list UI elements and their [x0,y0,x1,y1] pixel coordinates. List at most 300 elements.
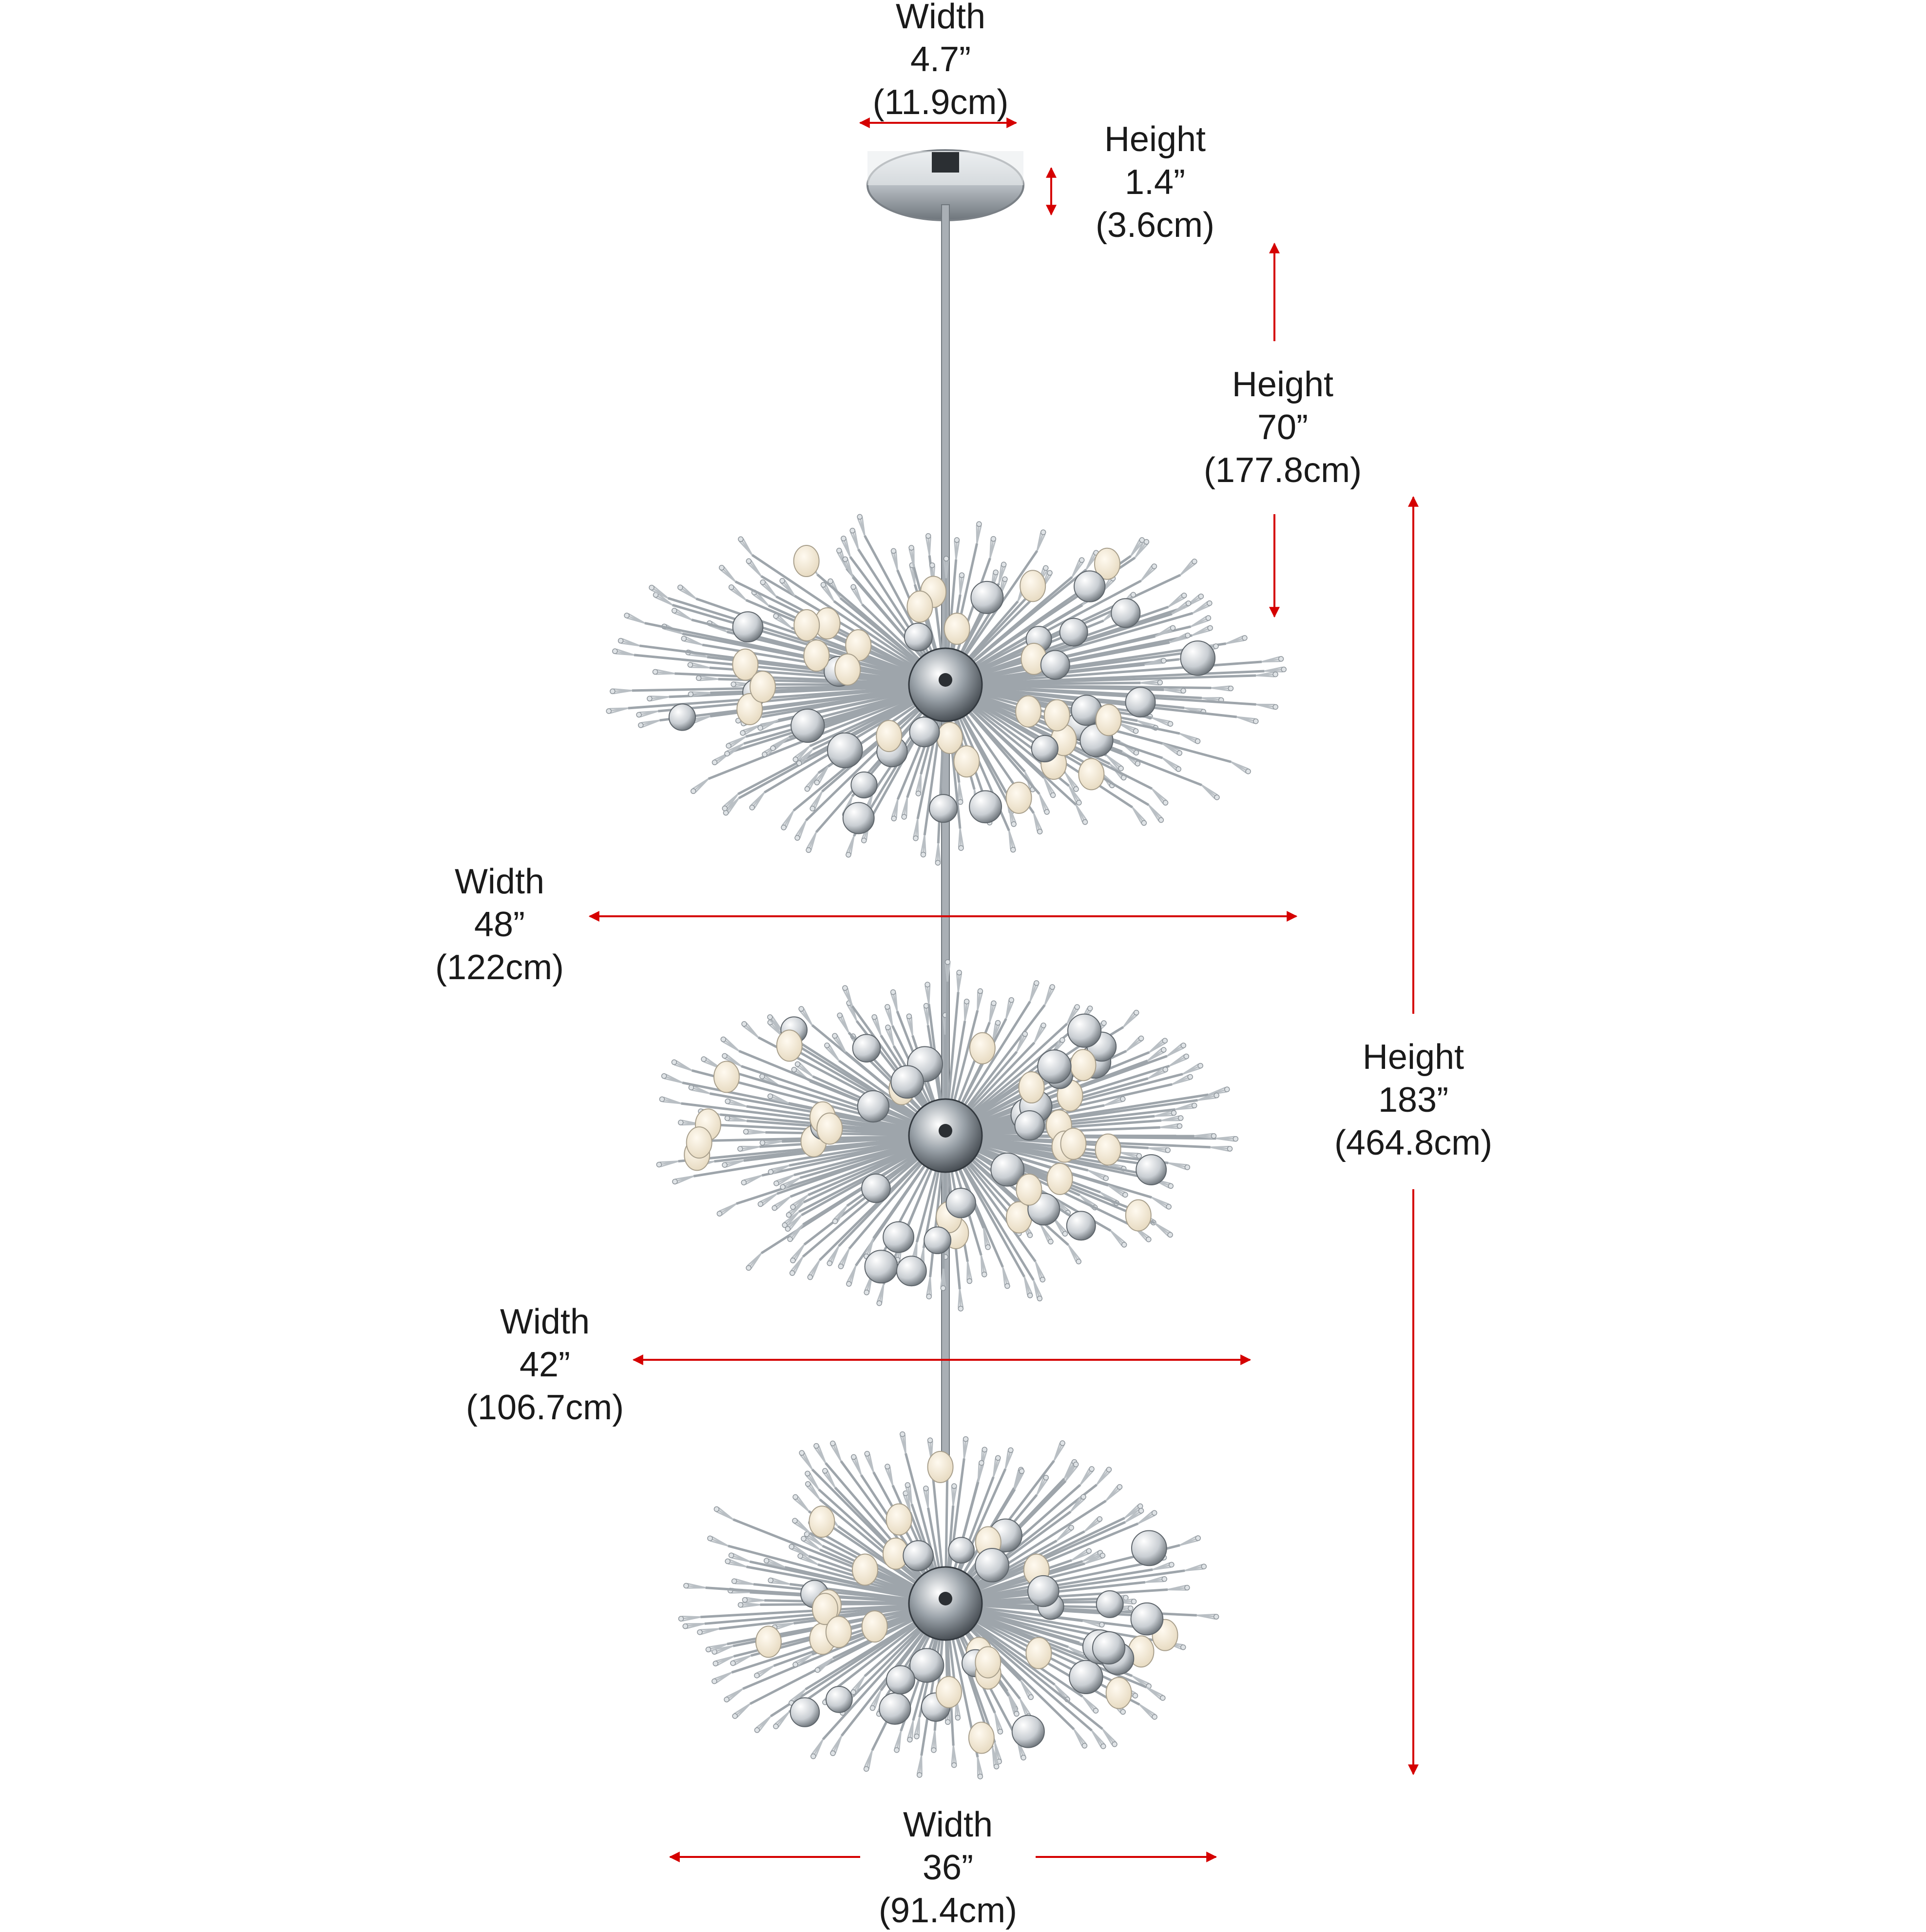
light-bulb [1006,782,1032,813]
crystal-sprig [993,1455,1000,1477]
light-bulb [1016,696,1041,727]
crystal-globe [1136,1155,1166,1185]
light-bulb [1126,1200,1151,1231]
crystal-sprig [712,1672,732,1683]
crystal-globe [1028,1576,1059,1606]
crystal-sprig [814,1444,826,1463]
crystal-sprig [913,819,918,841]
crystal-sprig [1256,704,1278,709]
crystal-sprig [926,534,931,556]
crystal-sprig [1037,530,1046,551]
crystal-sprig [1034,1023,1046,1043]
crystal-sprig [1168,1585,1190,1590]
crystal-sprig [795,820,806,840]
crystal-sprig [1168,1163,1190,1170]
tier-2-width-label [466,1300,624,1429]
crystal-sprig [722,1160,744,1167]
light-bulb [809,1506,834,1537]
crystal-globe [924,1227,951,1254]
crystal-sprig [746,1253,761,1270]
crystal-sprig [1009,831,1015,852]
crystal-sprig [885,1005,892,1026]
crystal-sprig [1040,794,1049,814]
hub-cap [939,1124,952,1138]
crystal-sprig [1231,762,1251,773]
crystal-sprig [1155,625,1175,636]
crystal-globe [790,1698,819,1726]
crystal-sprig [1106,1485,1122,1501]
crystal-sprig [719,565,735,581]
crystal-sprig [926,1277,931,1299]
crystal-sprig [708,1536,728,1546]
crystal-sprig [977,522,982,543]
crystal-sprig [732,1579,754,1584]
crystal-sprig [1037,1475,1048,1495]
crystal-globe [883,1222,914,1253]
light-bulb [1020,570,1045,601]
crystal-sprig [1045,985,1055,1005]
light-bulb [750,671,775,702]
canopy-width-title: Width [873,0,1009,38]
crystal-sprig [721,1037,739,1051]
crystal-sprig [902,797,907,819]
crystal-sprig [1005,1448,1013,1468]
crystal-sprig [1082,1697,1098,1713]
crystal-sprig [978,989,983,1011]
crystal-sprig [978,1460,984,1482]
light-bulb [928,1451,953,1483]
crystal-sprig [846,836,854,857]
crystal-sprig [773,1712,789,1729]
crystal-globe [897,1256,926,1286]
crystal-globe [891,1065,924,1098]
crystal-globe [1126,687,1156,717]
crystal-sprig [891,990,897,1011]
canopy-height-label [1096,118,1214,247]
crystal-sprig [1208,1087,1229,1095]
crystal-sprig [1264,667,1286,672]
crystal-sprig [1149,1148,1171,1153]
crystal-sprig [738,1146,760,1151]
crystal-sprig [742,1598,764,1603]
crystal-sprig [673,1176,693,1184]
crystal-sprig [1191,616,1211,627]
light-bulb [804,640,829,671]
crystal-sprig [768,1578,790,1584]
crystal-sprig [981,1255,987,1276]
crystal-sprig [900,1432,906,1453]
crystal-sprig [1034,1280,1042,1301]
tier-3-width-imperial: 36” [879,1846,1017,1889]
crystal-globe [948,1537,974,1563]
light-bulb [944,613,970,644]
crystal-sprig [1030,981,1039,1002]
total-height-label [1334,1036,1492,1164]
crystal-sprig [838,1249,849,1269]
tier-1-width-metric: (122cm) [435,946,564,989]
crystal-globe [1041,651,1070,679]
crystal-sprig [772,1197,790,1210]
crystal-globe [1132,1530,1167,1565]
crystal-globe [975,1548,1009,1582]
crystal-sprig [732,1704,750,1719]
crystal-sprig [793,1495,809,1511]
crystal-sprig [1009,1696,1019,1717]
crystal-sprig [1074,1729,1087,1748]
tier-2-width-title: Width [466,1300,624,1343]
light-bulb [835,654,860,685]
light-bulb [886,1504,912,1535]
crystal-sprig [656,1161,678,1167]
crystal-sprig [691,779,709,793]
crystal-globe [1015,1111,1044,1140]
light-bulb [817,1113,842,1144]
canopy-width-label [873,0,1009,124]
crystal-sprig [672,1060,692,1070]
crystal-sprig [1167,1043,1186,1056]
canopy-height-metric: (3.6cm) [1096,204,1214,247]
crystal-sprig [1192,625,1213,635]
crystal-sprig [1185,1564,1206,1570]
light-bulb [714,1061,739,1092]
crystal-sprig [921,835,925,857]
crystal-sprig [864,1750,872,1771]
light-bulb [852,1554,878,1585]
crystal-sprig [1169,1054,1189,1066]
crystal-sprig [790,1245,804,1263]
crystal-globe [1067,1211,1096,1240]
crystal-sprig [1145,658,1166,665]
crystal-sprig [729,585,746,600]
crystal-globe [1111,599,1140,627]
tier-3-sputnik-cluster [678,1432,1218,1779]
crystal-sprig [850,528,858,549]
crystal-sprig [1152,789,1168,805]
crystal-globe [903,1541,933,1571]
crystal-sprig [606,708,628,714]
crystal-sprig [1139,1704,1157,1719]
crystal-sprig [1202,785,1219,800]
crystal-sprig [1006,998,1014,1019]
crystal-sprig [1145,1577,1167,1583]
crystal-sprig [830,1736,842,1756]
crystal-globe [828,733,863,768]
crystal-sprig [618,638,640,646]
crystal-sprig [678,1616,700,1621]
tier-3-width-title: Width [879,1803,1017,1846]
crystal-sprig [907,1720,913,1742]
crystal-sprig [610,689,632,694]
light-bulb [794,610,819,641]
crystal-sprig [1180,559,1197,575]
stem-height-title: Height [1204,363,1362,406]
crystal-globe [791,709,824,742]
crystal-sprig [750,792,764,810]
crystal-globe [853,1034,881,1062]
crystal-sprig [995,1713,1002,1734]
crystal-globe [1093,1632,1125,1664]
crystal-globe [910,1648,944,1682]
crystal-sprig [1083,1621,1104,1627]
crystal-sprig [714,1507,733,1519]
light-bulb [687,1127,712,1158]
crystal-sprig [1155,1223,1173,1237]
crystal-sprig [877,1284,884,1306]
crystal-sprig [1034,813,1042,834]
light-bulb [1071,1049,1096,1081]
light-bulb [1060,1128,1086,1159]
crystal-sprig [1133,807,1147,825]
crystal-sprig [1126,1036,1144,1051]
crystal-sprig [952,1484,957,1506]
crystal-sprig [1076,805,1088,824]
crystal-globe [1038,1050,1071,1083]
crystal-sprig [1111,1231,1127,1247]
crystal-sprig [924,1004,929,1025]
crystal-sprig [638,720,660,728]
crystal-globe [1181,641,1215,676]
crystal-sprig [958,1289,963,1311]
crystal-sprig [1262,657,1284,662]
crystal-sprig [952,1746,957,1768]
crystal-sprig [885,1464,893,1485]
crystal-globe [905,623,932,651]
crystal-sprig [830,1441,841,1461]
crystal-globe [886,1666,915,1694]
crystal-sprig [647,696,669,701]
crystal-sprig [935,843,940,865]
crystal-sprig [894,1731,901,1753]
crystal-globe [1097,1591,1123,1618]
crystal-sprig [678,585,696,599]
light-bulb [936,1677,962,1708]
tier-1-width-title: Width [435,860,564,903]
crystal-sprig [697,1629,719,1635]
crystal-sprig [978,1757,982,1779]
crystal-globe [1131,1603,1163,1635]
crystal-sprig [741,1176,762,1185]
light-bulb [907,591,932,622]
crystal-sprig [636,711,658,717]
crystal-sprig [857,514,865,536]
crystal-sprig [906,1014,912,1035]
crystal-sprig [684,1583,706,1588]
light-bulb [1047,1163,1073,1195]
crystal-sprig [872,1015,881,1036]
crystal-sprig [963,1437,968,1459]
crystal-sprig [865,1451,873,1472]
total-height-title: Height [1334,1036,1492,1079]
light-bulb [1079,758,1104,790]
crystal-sprig [990,537,996,558]
light-bulb [826,1616,851,1647]
crystal-sprig [1237,717,1258,724]
crystal-sprig [891,548,897,570]
crystal-sprig [1149,805,1163,823]
crystal-sprig [806,1482,820,1500]
crystal-sprig [924,1486,928,1508]
crystal-sprig [891,799,898,821]
canopy-height-title: Height [1096,118,1214,161]
crystal-globe [879,1693,910,1724]
crystal-sprig [744,1129,766,1134]
light-bulb [794,545,819,577]
light-bulb [862,1611,887,1642]
crystal-sprig [806,832,816,852]
crystal-globe [733,612,763,642]
crystal-sprig [957,970,962,992]
crystal-sprig [916,774,921,796]
light-bulb [777,1030,802,1061]
crystal-sprig [931,1731,936,1753]
light-bulb [1096,704,1121,735]
crystal-sprig [662,1074,683,1083]
crystal-sprig [1211,1146,1233,1151]
light-bulb [756,1626,781,1657]
light-bulb [876,720,902,752]
crystal-sprig [746,559,761,576]
tier-1-width-label [435,860,564,989]
crystal-sprig [1180,1536,1200,1546]
stem-height-imperial: 70” [1204,406,1362,449]
light-bulb [1026,1638,1051,1669]
crystal-sprig [917,1756,922,1777]
crystal-sprig [815,1658,833,1672]
crystal-globe [1012,1715,1044,1747]
crystal-sprig [1211,686,1233,691]
crystal-sprig [837,1013,848,1033]
crystal-sprig [799,1450,812,1469]
crystal-sprig [1092,1731,1106,1749]
crystal-sprig [914,1717,920,1739]
crystal-sprig [847,1266,856,1286]
crystal-sprig [738,537,752,555]
crystal-sprig [808,1260,819,1280]
light-bulb [1044,700,1070,731]
crystal-sprig [717,1204,736,1216]
crystal-sprig [792,1518,810,1533]
crystal-sprig [683,1623,705,1628]
crystal-sprig [1146,1687,1165,1700]
chandelier-fixture [606,150,1286,1779]
crystal-sprig [990,1001,996,1022]
tier-1-width-imperial: 48” [435,903,564,946]
tier-2-width-metric: (106.7cm) [466,1386,624,1429]
crystal-sprig [811,1739,823,1759]
total-height-metric: (464.8cm) [1334,1121,1492,1164]
crystal-globe [1032,735,1058,762]
crystal-globe [1074,571,1105,601]
stem-height-metric: (177.8cm) [1204,449,1362,492]
crystal-sprig [925,982,930,1004]
hub-cap [939,673,952,687]
light-bulb [970,1033,995,1064]
tier-2-width-imperial: 42” [466,1343,624,1386]
crystal-sprig [1123,1010,1139,1027]
crystal-sprig [959,829,963,850]
crystal-sprig [688,662,710,668]
crystal-sprig [1068,1245,1081,1264]
crystal-globe [946,1188,976,1218]
tier-2-sputnik-cluster [656,960,1238,1311]
crystal-sprig [1141,564,1156,581]
light-bulb [1016,1174,1041,1205]
canopy-width-metric: (11.9cm) [873,81,1009,124]
crystal-sprig [1164,688,1186,693]
crystal-globe [971,581,1003,614]
light-bulb [1106,1678,1132,1709]
crystal-sprig [1160,1123,1182,1128]
canopy-height-imperial: 1.4” [1096,161,1214,204]
crystal-sprig [1097,1467,1111,1485]
crystal-sprig [1197,1614,1219,1619]
crystal-sprig [959,573,964,595]
crystal-globe [826,1686,852,1713]
light-bulb [969,1722,994,1754]
tier-1-sputnik-cluster [606,514,1286,865]
crystal-sprig [742,1022,758,1038]
total-height-imperial: 183” [1334,1079,1492,1121]
crystal-sprig [738,1603,760,1607]
canopy-center-block [932,152,959,173]
crystal-sprig [1140,680,1162,685]
canopy-width-imperial: 4.7” [873,38,1009,81]
crystal-globe [865,1250,898,1283]
crystal-sprig [967,1262,972,1284]
crystal-sprig [1256,672,1278,677]
crystal-sprig [1183,1063,1203,1074]
crystal-globe [969,791,1002,823]
crystal-sprig [781,811,793,830]
crystal-sprig [851,1454,861,1475]
crystal-sprig [1226,636,1247,644]
crystal-sprig [1036,1261,1045,1282]
tier-3-width-label [879,1803,1017,1932]
crystal-sprig [1003,1267,1010,1289]
crystal-sprig [958,783,963,805]
crystal-sprig [613,649,634,655]
crystal-globe [851,772,877,798]
crystal-sprig [1024,1277,1033,1298]
crystal-globe [1060,618,1088,646]
light-bulb [1096,1134,1121,1165]
crystal-globe [858,1091,889,1122]
crystal-sprig [624,613,645,623]
crystal-sprig [954,538,959,560]
light-bulb [975,1647,1001,1678]
crystal-globe [909,717,939,747]
crystal-sprig [1180,734,1200,744]
crystal-sprig [659,1097,681,1103]
crystal-sprig [724,1689,743,1702]
crystal-sprig [1170,633,1190,642]
hub-cap [939,1592,952,1605]
crystal-globe [929,794,957,822]
crystal-globe [1069,1661,1102,1694]
crystal-globe [843,803,874,834]
crystal-sprig [1193,601,1212,613]
crystal-sprig [827,1246,839,1266]
crystal-sprig [653,670,674,675]
crystal-globe [669,704,695,730]
crystal-sprig [1152,1198,1171,1209]
crystal-globe [862,1174,890,1203]
light-bulb [954,746,979,777]
crystal-sprig [1054,1441,1065,1461]
crystal-sprig [1080,1467,1094,1485]
crystal-sprig [964,999,969,1021]
stem-height-label [1204,363,1362,492]
